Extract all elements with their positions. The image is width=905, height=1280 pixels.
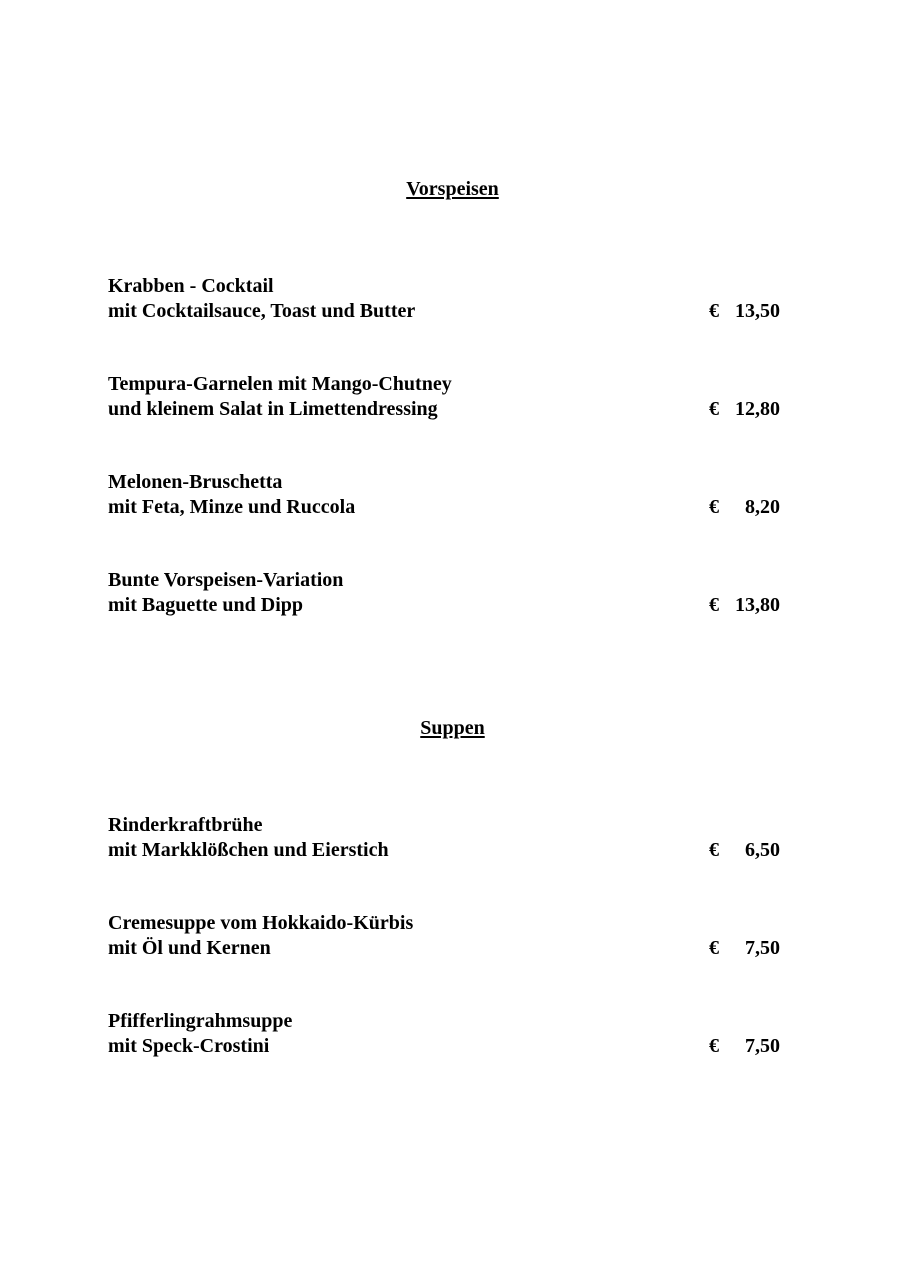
- item-description: mit Markklößchen und Eierstich: [108, 839, 389, 861]
- section-title-vorspeisen: Vorspeisen: [406, 178, 499, 200]
- price-amount: 7,50: [745, 1035, 780, 1057]
- price-amount: 13,80: [735, 594, 780, 616]
- section-title-suppen: Suppen: [420, 717, 485, 739]
- menu-item: [108, 274, 780, 324]
- price-amount: 6,50: [745, 839, 780, 861]
- item-price: [709, 1034, 780, 1059]
- item-description-row: [108, 495, 780, 520]
- currency-symbol: €: [709, 1035, 719, 1057]
- item-description: und kleinem Salat in Limettendressing: [108, 398, 438, 420]
- price-amount: 7,50: [745, 937, 780, 959]
- item-price: [709, 495, 780, 520]
- currency-symbol: €: [709, 496, 719, 518]
- item-price: [709, 936, 780, 961]
- currency-symbol: €: [709, 937, 719, 959]
- menu-item: [108, 470, 780, 520]
- currency-symbol: €: [709, 398, 719, 420]
- item-name: Melonen-Bruschetta: [108, 471, 283, 493]
- item-name: Cremesuppe vom Hokkaido-Kürbis: [108, 912, 414, 934]
- item-description-row: [108, 838, 780, 863]
- item-description-row: [108, 397, 780, 422]
- menu-item: [108, 372, 780, 422]
- currency-symbol: €: [709, 300, 719, 322]
- menu-item: [108, 813, 780, 863]
- item-price: [709, 397, 780, 422]
- item-name: Rinderkraftbrühe: [108, 814, 263, 836]
- menu-item: [108, 568, 780, 618]
- item-description: mit Feta, Minze und Ruccola: [108, 496, 356, 518]
- item-description: mit Öl und Kernen: [108, 937, 271, 959]
- item-description-row: [108, 299, 780, 324]
- item-description: mit Baguette und Dipp: [108, 594, 304, 616]
- item-description-row: [108, 593, 780, 618]
- menu-item: [108, 1009, 780, 1059]
- item-price: [709, 838, 780, 863]
- item-name: Bunte Vorspeisen-Variation: [108, 569, 344, 591]
- price-amount: 12,80: [735, 398, 780, 420]
- currency-symbol: €: [709, 839, 719, 861]
- item-description-row: [108, 1034, 780, 1059]
- item-price: [709, 593, 780, 618]
- item-description: mit Speck-Crostini: [108, 1035, 270, 1057]
- price-amount: 8,20: [745, 496, 780, 518]
- menu-item: [108, 911, 780, 961]
- item-description-row: [108, 936, 780, 961]
- item-name: Krabben - Cocktail: [108, 275, 274, 297]
- item-name: Tempura-Garnelen mit Mango-Chutney: [108, 373, 452, 395]
- item-name: Pfifferlingrahmsuppe: [108, 1010, 293, 1032]
- item-description: mit Cocktailsauce, Toast und Butter: [108, 300, 416, 322]
- item-price: [709, 299, 780, 324]
- price-amount: 13,50: [735, 300, 780, 322]
- currency-symbol: €: [709, 594, 719, 616]
